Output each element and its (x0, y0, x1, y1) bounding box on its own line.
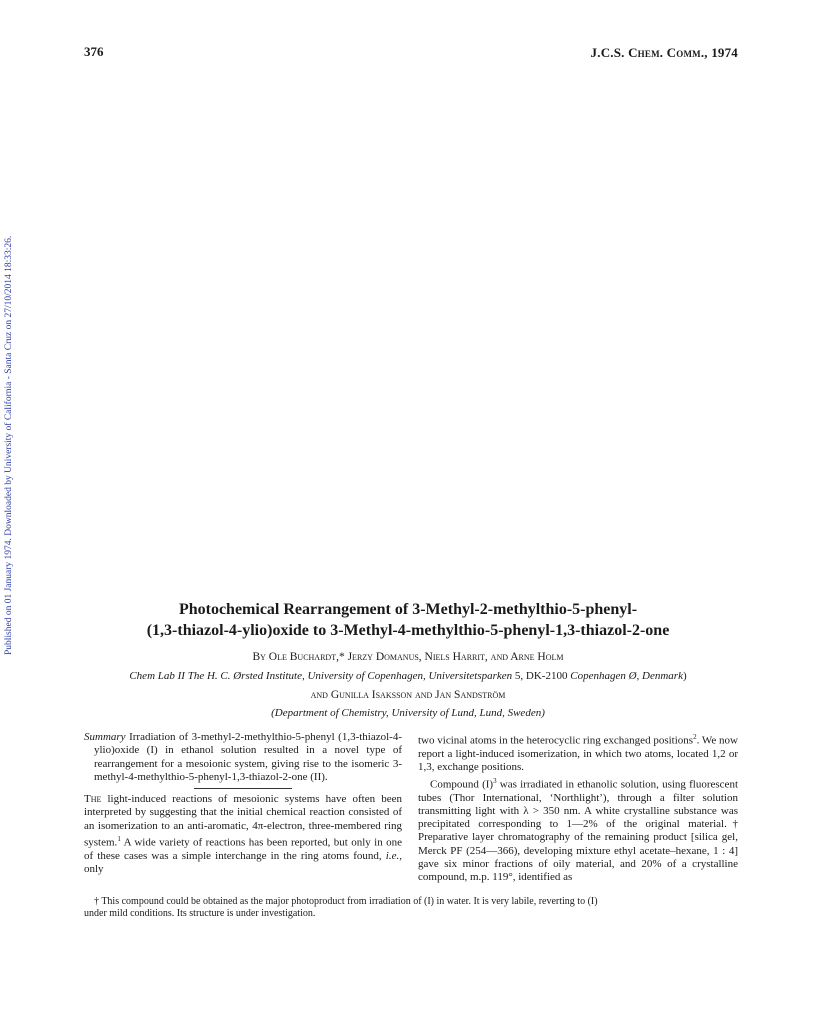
download-watermark[interactable]: Published on 01 January 1974. Downloaded by University of California - Santa Cruz on 27/10/2014 18:33:26. (4, 235, 14, 655)
page-number: 376 (84, 44, 104, 59)
right-p2-text-a: Compound (I) (430, 778, 494, 791)
right-column (418, 731, 738, 885)
authors-line-2: and Gunilla Isaksson and Jan Sandström (310, 689, 506, 701)
affiliation-2: (Department of Chemistry, University of Lund, Lund, Sweden) (271, 707, 545, 719)
intro-text-c: only (84, 863, 104, 876)
affiliation-1-italic-b: Copenhagen Ø, Denmark (570, 670, 683, 682)
intro-text-b: A wide variety of reactions has been reported, but only in one of these cases was a simple interchange in the ring atoms found, (84, 836, 402, 863)
reference-3[interactable]: 3 (493, 776, 497, 785)
authors-line-1: By Ole Buchardt,* Jerzy Domanus, Niels Harrit, and Arne Holm (252, 651, 564, 663)
affiliation-1-plain: 5, DK-2100 (512, 670, 571, 682)
intro-first-word: The (84, 793, 102, 806)
right-paragraph-1 (418, 731, 738, 775)
intro-paragraph (84, 793, 402, 876)
right-p1-text-b: . We now report a light-induced isomerization, in which two atoms, located 1,2 or 1,3, exchange positions. (418, 734, 738, 774)
section-divider (194, 788, 292, 789)
title-line-2: (1,3-thiazol-4-ylio)oxide to 3-Methyl-4-methylthio-5-phenyl-1,3-thiazol-2-one (146, 622, 670, 639)
title-line-1: Photochemical Rearrangement of 3-Methyl-2-methylthio-5-phenyl- (178, 601, 638, 618)
right-p1-text-a: two vicinal atoms in the heterocyclic ring exchanged positions (418, 734, 694, 747)
intro-text-a: light-induced reactions of mesoionic systems have often been interpreted by suggesting that the initial chemical reaction consisted of an isomerization to an anti-aromatic, 4π-electron, three-membered ring system. (84, 793, 402, 849)
footnote (84, 896, 740, 920)
affiliation-1-italic-a: Chem Lab II The H. C. Ørsted Institute, University of Copenhagen, Universitetsparken (129, 670, 513, 682)
affiliation-1-close: ) (682, 670, 687, 682)
reference-2[interactable]: 2 (693, 733, 697, 741)
summary-paragraph (84, 731, 402, 784)
footnote-line-2: under mild conditions. Its structure is under investigation. (84, 908, 316, 920)
right-paragraph-2 (418, 775, 738, 885)
footnote-line-1: † This compound could be obtained as the major photoproduct from irradiation of (I) in water. It is very labile, reverting to (I) (94, 896, 598, 907)
affiliation-1 (0, 670, 816, 682)
journal-year: , 1974 (704, 45, 738, 60)
journal-name: Chem. Comm. (628, 45, 705, 60)
article-title (0, 599, 816, 641)
footnote-marker[interactable]: † (726, 818, 738, 831)
journal-header (591, 45, 738, 61)
left-column (84, 731, 402, 877)
summary-label: Summary (84, 731, 126, 743)
summary-text: Irradiation of 3-methyl-2-methylthio-5-phenyl (1,3-thiazol-4-ylio)oxide (I) in ethanol solution resulted in a novel type of rearrangement for a mesoionic system, giving rise to the isomeric 3-methyl-4-methylthio-5-phenyl-1,3-thiazol-2-one (II). (94, 731, 402, 783)
intro-ie: i.e., (385, 850, 402, 863)
right-p2-text-b: was irradiated in ethanolic solution, using fluorescent tubes (Thor International, ‘Northlight’), through a filter solution transmitting light with λ > 350 nm. A white crystalline substance was precipitated corresponding to 1—2% of the original material. (418, 778, 738, 831)
reference-1[interactable]: 1 (117, 835, 121, 844)
journal-prefix: J.C.S. (590, 45, 629, 60)
right-p2-text-c: Preparative layer chromatography of the remaining product [silica gel, Merck PF (254—366), developing mixture ethyl acetate–hexane, 1 : 4] gave six minor fractions of oily material, and 20% of a crystalline compound, m.p. 119°, identified as (418, 831, 738, 884)
